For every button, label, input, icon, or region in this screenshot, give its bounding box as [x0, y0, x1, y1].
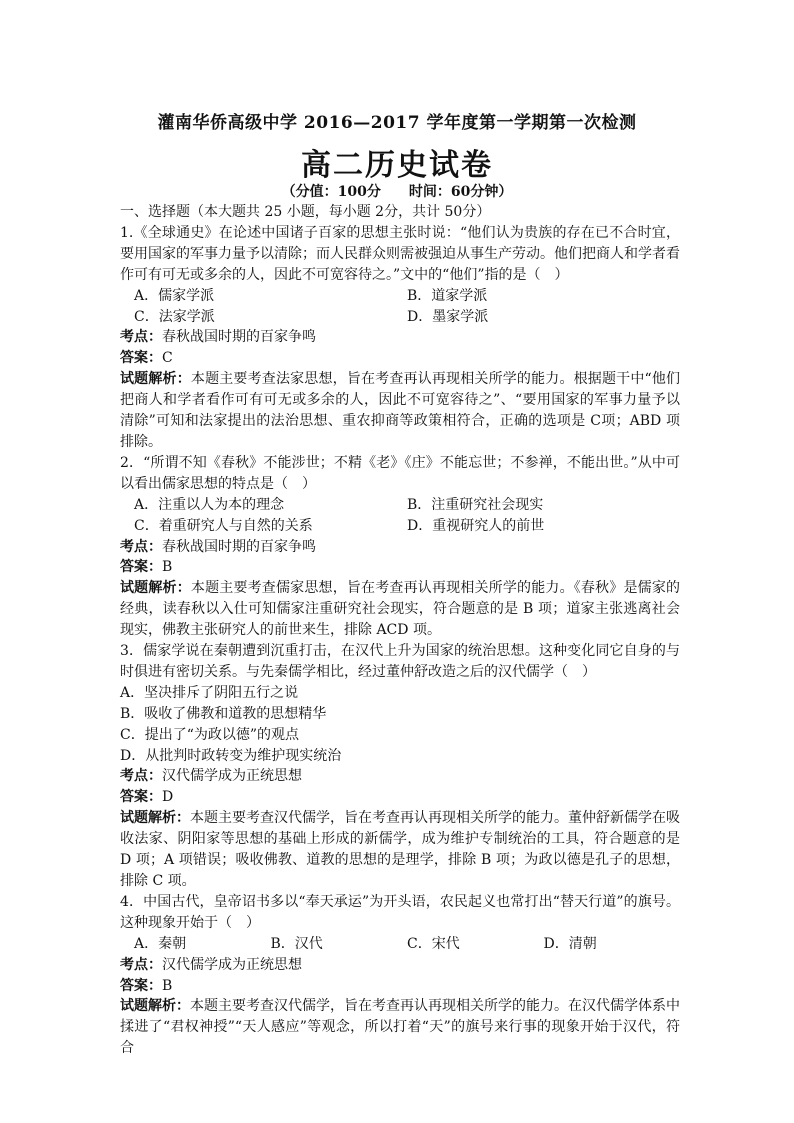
- option-b: B．汉代: [270, 935, 323, 952]
- option-a: A．注重以人为本的理念: [134, 496, 285, 513]
- option-c: C．着重研究人与自然的关系: [134, 517, 313, 534]
- kaodian-line: [120, 537, 680, 558]
- kaodian-line: [120, 766, 680, 787]
- kaodian-line: [120, 327, 680, 348]
- kaodian-text: 春秋战国时期的百家争鸣: [162, 538, 316, 555]
- score-info: （分值：100分: [281, 184, 381, 200]
- school-title: 灌南华侨高级中学 2016—2017 学年度第一学期第一次检测: [157, 113, 637, 133]
- option-b: B．道家学派: [407, 287, 488, 304]
- exam-content: [120, 202, 680, 1059]
- analysis-text: 本题主要考查汉代儒学，旨在考查再认再现相关所学的能力。董仲舒新儒学在吸收法家、阴阳家等思想的基础上形成的新儒学，成为维护专制统治的工具，符合题意的是 D 项；A 项错误；吸收佛教、道教的思想的是理学，排除 B 项；为政以德是孔子的思想，排除 C 项。: [120, 810, 680, 889]
- question-stem: 3．儒家学说在秦朝遭到沉重打击，在汉代上升为国家的统治思想。这种变化同它自身的与时俱进有密切关系。与先秦儒学相比，经过董仲舒改造之后的汉代儒学（ ）: [120, 643, 680, 680]
- option-a: A．坚决排斥了阴阳五行之说: [120, 684, 299, 701]
- answer-line: [120, 787, 680, 808]
- answer-label: 答案：: [120, 977, 162, 994]
- section-title: 一、选择题（本大题共 25 小题，每小题 2分，共计 50分）: [120, 204, 491, 220]
- kaodian-text: 汉代儒学成为正统思想: [162, 768, 302, 785]
- analysis-line: [120, 578, 680, 641]
- analysis-label: 试题解析：: [120, 371, 191, 388]
- answer-label: 答案：: [120, 559, 162, 576]
- analysis-label: 试题解析：: [120, 810, 190, 827]
- answer-line: [120, 976, 680, 997]
- question-2: [120, 453, 680, 641]
- answer-text: D: [162, 789, 174, 806]
- option-a: A．秦朝: [134, 935, 187, 952]
- answer-label: 答案：: [120, 350, 162, 367]
- answer-line: [120, 557, 680, 578]
- option-d: D．墨家学派: [407, 308, 489, 325]
- answer-text: B: [162, 977, 173, 994]
- option-d: D．重视研究人的前世: [407, 517, 545, 534]
- exam-title: 高二历史试卷: [301, 148, 493, 183]
- kaodian-label: 考点：: [120, 329, 162, 346]
- question-1: [120, 223, 680, 453]
- kaodian-text: 汉代儒学成为正统思想: [162, 956, 302, 973]
- kaodian-line: [120, 955, 680, 976]
- analysis-label: 试题解析：: [120, 580, 191, 597]
- analysis-text: 本题主要考查法家思想，旨在考查再认再现相关所学的能力。根据题干中“他们把商人和学者看作可有可无或多余的人，因此不可宽容待之”、“要用国家的军事力量予以清除”可知和法家提出的法治思想、重农抑商等政策相符合，正确的选项是 C项；ABD 项排除。: [120, 371, 681, 450]
- option-c: C．宋代: [407, 935, 460, 952]
- question-options: [120, 934, 680, 955]
- kaodian-label: 考点：: [120, 956, 162, 973]
- question-options: [120, 286, 680, 328]
- option-d: D．从批判时政转变为维护现实统治: [120, 747, 342, 764]
- answer-line: [120, 348, 680, 369]
- option-b: B．吸收了佛教和道教的思想精华: [120, 705, 327, 722]
- analysis-line: [120, 996, 680, 1059]
- time-info: 时间：60分钟）: [408, 184, 513, 200]
- option-b: B．注重研究社会现实: [407, 496, 544, 513]
- question-stem: 1.《全球通史》在论述中国诸子百家的思想主张时说：“他们认为贵族的存在已不合时宜，要用国家的军事力量予以清除；而人民群众则需被强迫从事生产劳动。他们把商人和学者看作可有可无或多余的人，因此不可宽容待之。”文中的“他们”指的是（ ）: [120, 224, 680, 283]
- analysis-label: 试题解析：: [120, 998, 190, 1015]
- question-stem: 2．“所谓不知《春秋》不能涉世；不精《老》《庄》不能忘世；不参禅，不能出世。”从中可以看出儒家思想的特点是（ ）: [120, 454, 680, 492]
- answer-text: C: [162, 350, 173, 367]
- option-d: D．清朝: [543, 935, 597, 952]
- question-options: [120, 495, 680, 537]
- analysis-line: [120, 369, 680, 453]
- question-4: [120, 892, 680, 1059]
- option-c: C．提出了“为政以德”的观点: [120, 726, 300, 743]
- kaodian-label: 考点：: [120, 768, 162, 785]
- analysis-line: [120, 808, 680, 892]
- answer-label: 答案：: [120, 789, 162, 806]
- kaodian-text: 春秋战国时期的百家争鸣: [162, 329, 316, 346]
- option-c: C．法家学派: [134, 308, 215, 325]
- answer-text: B: [162, 559, 173, 576]
- analysis-text: 本题主要考查汉代儒学，旨在考查再认再现相关所学的能力。在汉代儒学体系中揉进了“君权神授”“天人感应”等观念，所以打着“天”的旗号来行事的现象开始于汉代，符合: [120, 998, 680, 1057]
- question-stem: 4．中国古代，皇帝诏书多以“奉天承运”为开头语，农民起义也常打出“替天行道”的旗号。这种现象开始于（ ）: [120, 893, 680, 931]
- option-a: A．儒家学派: [134, 287, 215, 304]
- score-time-line: [0, 181, 794, 201]
- question-3: [120, 641, 680, 892]
- analysis-text: 本题主要考查儒家思想，旨在考查再认再现相关所学的能力。《春秋》是儒家的经典，读春秋以入仕可知儒家注重研究社会现实，符合题意的是 B 项；道家主张逃离社会现实，佛教主张研究人的前世来生，排除 ACD 项。: [120, 580, 681, 639]
- kaodian-label: 考点：: [120, 538, 162, 555]
